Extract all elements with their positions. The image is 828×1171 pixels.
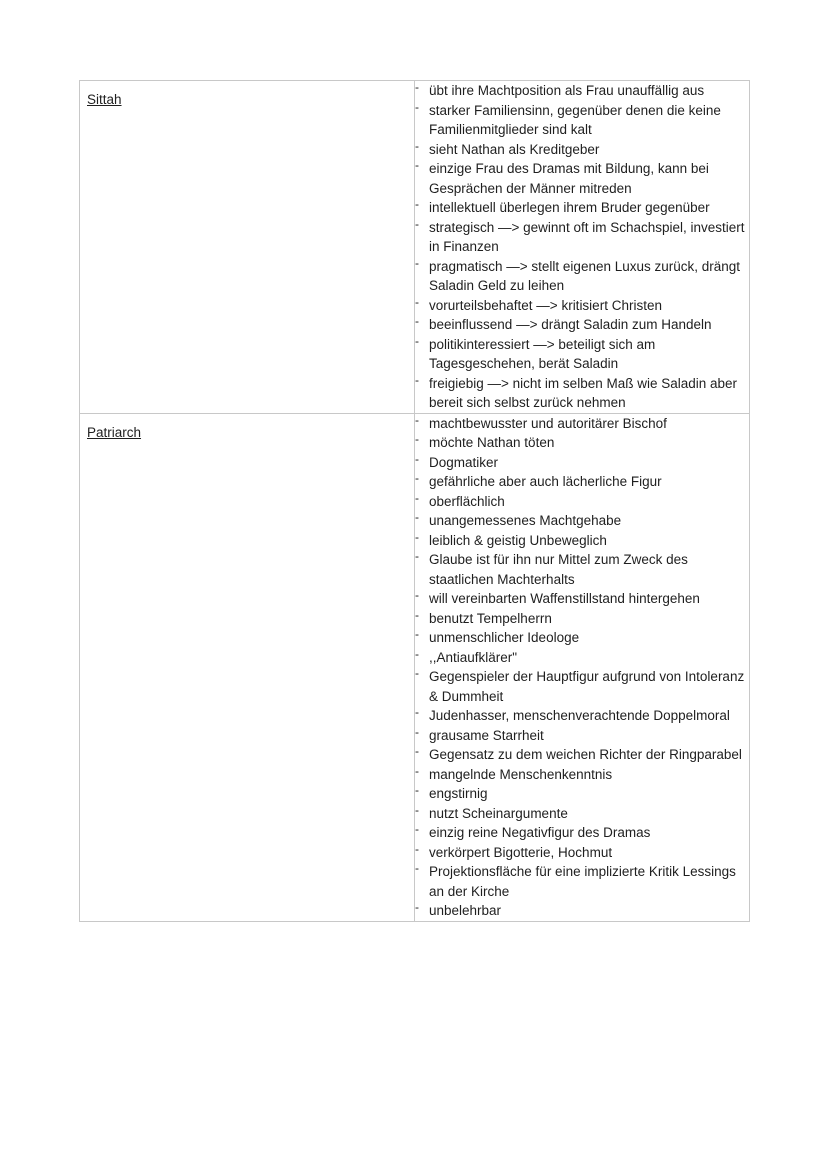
- trait-item: - übt ihre Machtposition als Frau unauffällig aus: [415, 81, 749, 101]
- trait-list: [415, 414, 749, 921]
- character-traits-cell: [415, 81, 750, 414]
- trait-item: - Gegenspieler der Hauptfigur aufgrund von Intoleranz & Dummheit: [415, 667, 749, 706]
- trait-item: - Projektionsfläche für eine implizierte Kritik Lessings an der Kirche: [415, 862, 749, 901]
- trait-item: - Gegensatz zu dem weichen Richter der Ringparabel: [415, 745, 749, 765]
- trait-item: - Glaube ist für ihn nur Mittel zum Zweck des staatlichen Machterhalts: [415, 550, 749, 589]
- trait-item: - gefährliche aber auch lächerliche Figur: [415, 472, 749, 492]
- character-name: Sittah: [87, 92, 122, 107]
- character-traits-cell: [415, 413, 750, 921]
- trait-item: - verkörpert Bigotterie, Hochmut: [415, 843, 749, 863]
- trait-item: - möchte Nathan töten: [415, 433, 749, 453]
- trait-item: - Judenhasser, menschenverachtende Doppelmoral: [415, 706, 749, 726]
- trait-list: [415, 81, 749, 413]
- character-name-cell: [80, 413, 415, 921]
- trait-item: - politikinteressiert —> beteiligt sich am Tagesgeschehen, berät Saladin: [415, 335, 749, 374]
- trait-item: - machtbewusster und autoritärer Bischof: [415, 414, 749, 434]
- trait-item: - grausame Starrheit: [415, 726, 749, 746]
- trait-item: - ,,Antiaufklärer": [415, 648, 749, 668]
- trait-item: - vorurteilsbehaftet —> kritisiert Christen: [415, 296, 749, 316]
- trait-item: - strategisch —> gewinnt oft im Schachspiel, investiert in Finanzen: [415, 218, 749, 257]
- trait-item: - benutzt Tempelherrn: [415, 609, 749, 629]
- trait-item: - starker Familiensinn, gegenüber denen die keine Familienmitglieder sind kalt: [415, 101, 749, 140]
- trait-item: - sieht Nathan als Kreditgeber: [415, 140, 749, 160]
- trait-item: - leiblich & geistig Unbeweglich: [415, 531, 749, 551]
- trait-item: - pragmatisch —> stellt eigenen Luxus zurück, drängt Saladin Geld zu leihen: [415, 257, 749, 296]
- trait-item: - Dogmatiker: [415, 453, 749, 473]
- character-name-cell: [80, 81, 415, 414]
- trait-item: - unangemessenes Machtgehabe: [415, 511, 749, 531]
- trait-item: - mangelnde Menschenkenntnis: [415, 765, 749, 785]
- trait-item: - freigiebig —> nicht im selben Maß wie Saladin aber bereit sich selbst zurück nehmen: [415, 374, 749, 413]
- trait-item: - unmenschlicher Ideologe: [415, 628, 749, 648]
- character-row: [80, 81, 750, 414]
- trait-item: - nutzt Scheinargumente: [415, 804, 749, 824]
- character-name: Patriarch: [87, 424, 142, 440]
- character-table: [79, 80, 750, 922]
- trait-item: - engstirnig: [415, 784, 749, 804]
- trait-item: - unbelehrbar: [415, 901, 749, 921]
- trait-item: - intellektuell überlegen ihrem Bruder gegenüber: [415, 198, 749, 218]
- trait-item: - oberflächlich: [415, 492, 749, 512]
- character-row: [80, 413, 750, 921]
- trait-item: - beeinflussend —> drängt Saladin zum Handeln: [415, 315, 749, 335]
- trait-item: - will vereinbarten Waffenstillstand hintergehen: [415, 589, 749, 609]
- character-table-body: [80, 81, 750, 922]
- trait-item: - einzige Frau des Dramas mit Bildung, kann bei Gesprächen der Männer mitreden: [415, 159, 749, 198]
- trait-item: - einzig reine Negativfigur des Dramas: [415, 823, 749, 843]
